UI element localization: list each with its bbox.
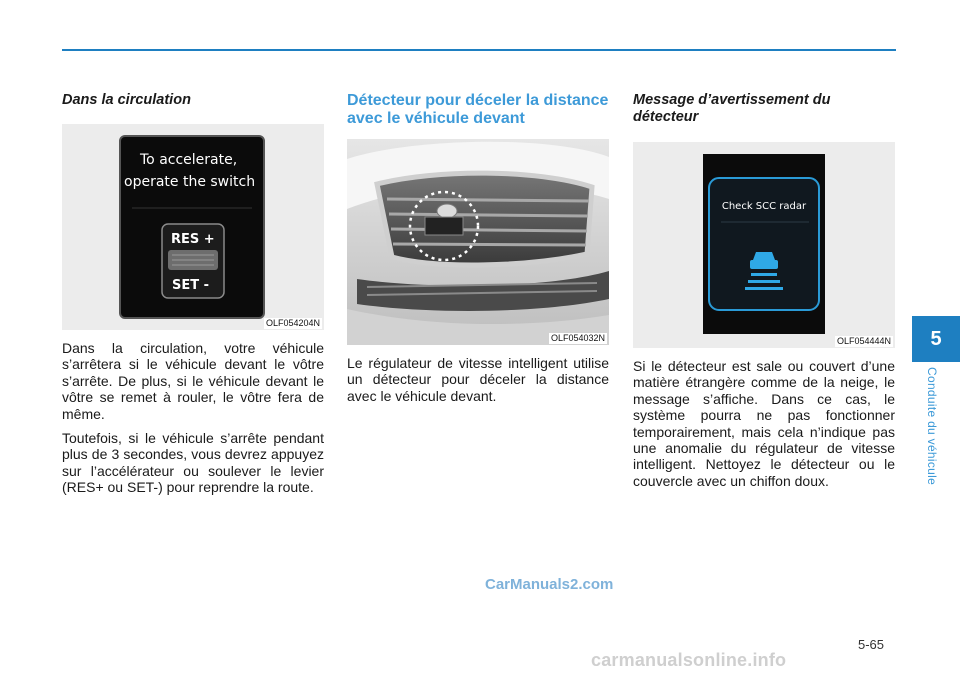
- figure-car-front: [347, 139, 609, 345]
- display-line-2: operate the switch: [124, 174, 256, 190]
- page-number: 5-65: [858, 637, 885, 652]
- paragraph: Le régulateur de vitesse intelligent utilise un détecteur pour déceler la distance avec le véhicule devant.: [347, 355, 609, 404]
- section-heading: Détecteur pour déceler la distance avec le véhicule devant: [347, 92, 609, 127]
- warning-display-illustration: [633, 142, 895, 348]
- figure-code: OLF054204N: [265, 318, 320, 328]
- figure-code: OLF054444N: [836, 336, 891, 346]
- chapter-tab: 5: [912, 316, 960, 362]
- figure-code: OLF054032N: [550, 333, 605, 343]
- column-detecteur: [347, 92, 609, 412]
- section-heading: Dans la circulation: [62, 92, 191, 108]
- column-dans-la-circulation: [62, 92, 324, 504]
- cluster-display-illustration: [62, 124, 324, 330]
- header-rule: [62, 49, 896, 51]
- paragraph: Toutefois, si le véhicule s’arrête pendant plus de 3 secondes, vous devrez appuyez sur l’accélérateur ou soulever le levier (RES+ ou SET-) pour reprendre la route.: [62, 430, 324, 496]
- switch-res-label: RES +: [171, 232, 215, 247]
- emblem-icon: [437, 204, 457, 218]
- chapter-label: [922, 367, 942, 507]
- display-message: Check SCC radar: [721, 201, 807, 212]
- watermark-carmanualsonline: carmanualsonline.info: [591, 650, 787, 670]
- figure-check-scc-radar: [633, 142, 895, 348]
- radar-sensor-icon: [425, 217, 463, 235]
- chapter-label-text: Conduite du véhicule: [925, 367, 939, 486]
- figure-cluster-switch: [62, 124, 324, 330]
- watermark-carmanuals2: CarManuals2.com: [485, 576, 614, 593]
- switch-set-label: SET -: [172, 278, 210, 293]
- section-heading: Message d’avertissement du détecteur: [633, 92, 831, 125]
- column-message-avertissement: [633, 92, 895, 497]
- paragraph: Si le détecteur est sale ou couvert d’une matière étrangère comme de la neige, le message s’affiche. Dans ce cas, le système pourra ne pas fonctionner temporairement, mais cela n’indique pas une anomalie du régulateur de vitesse intelligent. Nettoyez le détecteur ou le couvercle avec un chiffon doux.: [633, 358, 895, 489]
- paragraph: Dans la circulation, votre véhicule s’arrêtera si le véhicule devant le vôtre s’arrête. De plus, si le véhicule devant le vôtre se remet à rouler, le vôtre fera de même.: [62, 340, 324, 422]
- car-front-radar-illustration: [347, 139, 609, 345]
- display-line-1: To accelerate,: [140, 152, 238, 168]
